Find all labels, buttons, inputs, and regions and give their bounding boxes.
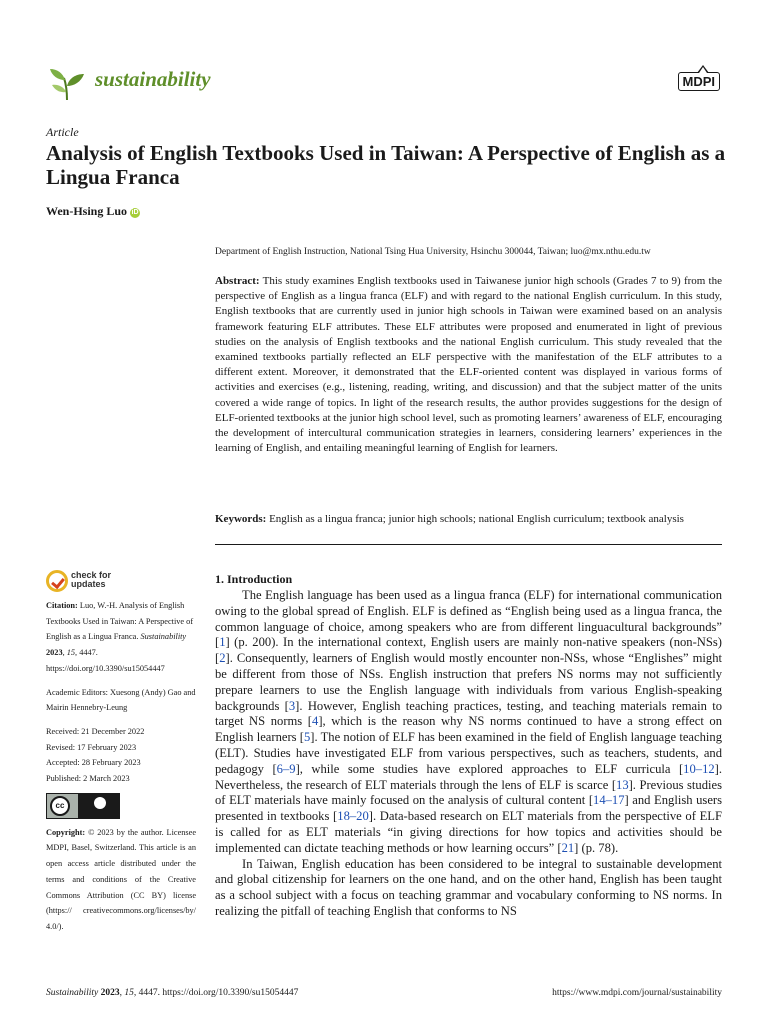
- body-text: [215, 588, 722, 920]
- check-updates-label: check for updates: [71, 570, 112, 589]
- reference-link[interactable]: 14–17: [593, 793, 625, 808]
- reference-link[interactable]: 2: [219, 651, 226, 666]
- citation: Citation: Luo, W.-H. Analysis of English Textbooks Used in Taiwan: A Perspective of English as a Lingua Franca. Sustainability 2023, 15, 4447. https://doi.org/10.3390/su15054447: [46, 601, 194, 673]
- abstract-label: Abstract:: [215, 275, 260, 287]
- check-for-updates-button[interactable]: [46, 570, 166, 596]
- reference-link[interactable]: 3: [288, 698, 296, 713]
- journal-name: sustainability: [95, 67, 211, 91]
- reference-link[interactable]: 18–20: [337, 809, 369, 824]
- author-name: Wen-Hsing Luo: [46, 204, 128, 218]
- reference-link[interactable]: 5: [303, 730, 311, 745]
- journal-leaf-logo-icon: [48, 64, 86, 102]
- academic-editors: Academic Editors: Xuesong (Andy) Gao and Mairin Hennebry-Leung: [46, 687, 196, 713]
- reference-link[interactable]: 21: [561, 840, 575, 855]
- mdpi-logo-text: MDPI: [678, 72, 721, 91]
- accepted-date: Accepted: 28 February 2023: [46, 758, 141, 768]
- article-info-sidebar: [46, 598, 196, 935]
- keywords-label: Keywords:: [215, 513, 267, 525]
- reference-link[interactable]: 4: [312, 714, 319, 729]
- reference-link[interactable]: 6–9: [276, 761, 296, 776]
- orcid-icon[interactable]: iD: [131, 209, 139, 216]
- revised-date: Revised: 17 February 2023: [46, 742, 137, 752]
- section-divider: [215, 544, 722, 545]
- reference-link[interactable]: 1: [219, 635, 226, 650]
- received-date: Received: 21 December 2022: [46, 726, 145, 736]
- intro-paragraph-2: In Taiwan, English education has been considered to be integral to sustainable development and global citizenship for learners on the one hand, and on the other hand, English has been taught as a school subject with a focus on teaching grammar and vocabulary conforming to NS norms. In realizing the pitfall of teaching English that conforms to NS: [215, 856, 722, 918]
- by-icon: [78, 794, 119, 818]
- copyright: Copyright: © 2023 by the author. Licensee MDPI, Basel, Switzerland. This article is an open access article distributed under the terms and conditions of the Creative Commons Attribution (CC BY) license (https:// creativecommons.org/licenses/by/ 4.0/).: [46, 827, 197, 931]
- cc-icon: cc: [50, 796, 70, 816]
- article-title: Analysis of English Textbooks Used in Taiwan: A Perspective of English as a Lingua Franca: [46, 141, 726, 189]
- reference-link[interactable]: 10–12: [683, 761, 715, 776]
- footer-journal-url[interactable]: https://www.mdpi.com/journal/sustainability: [552, 988, 722, 998]
- reference-link[interactable]: 13: [616, 777, 629, 792]
- footer-citation: Sustainability 2023, 15, 4447. https://doi.org/10.3390/su15054447: [46, 988, 299, 998]
- section-heading-introduction: 1. Introduction: [215, 572, 293, 586]
- affiliation: Department of English Instruction, National Tsing Hua University, Hsinchu 300044, Taiwan; luo@mx.nthu.edu.tw: [215, 247, 651, 257]
- cc-by-license-icon[interactable]: [46, 793, 120, 819]
- intro-paragraph-1: The English language has been used as a lingua franca (ELF) for international communication owing to the global spread of English. ELF is defined as “English being used as a lingua franca, the common language of choice, among speakers who are from different linguacultural backgrounds” [1] (p. 200). In the international context, English users are mainly non-native speakers (non-NSs) [2]. Consequently, learners of English would mostly encounter non-NSs, whose “Englishes” might be different from those of NSs. English instruction that prefers NS norms may not sufficiently prepare learners to use the English language with individuals from various English-speaking backgrounds [3]. However, English teaching practices, testing, and teaching materials remain to target NS norms [4], which is the reason why NS norms continued to have a strong effect on English learners [5]. The notion of ELF has been examined in the field of English language teaching (ELT). Studies have investigated ELF from various perspectives, such as teachers, students, and pedagogy [6–9], while some studies have explored approaches to ELF curricula [10–12]. Nevertheless, the research of ELT materials through the lens of ELF is scarce [13]. Previous studies of ELT materials have mainly focused on the analysis of cultural content [14–17] and English users presented in textbooks [18–20]. Data-based research on ELT materials from the perspective of ELF is called for as ELT materials “in giving directions for how topics and activities should be implemented can dictate teaching methods or how learning occurs” [21] (p. 78).: [215, 588, 723, 855]
- article-type: Article: [46, 125, 79, 139]
- mdpi-logo: [678, 72, 721, 91]
- author-line: [46, 204, 140, 219]
- abstract: [215, 274, 722, 456]
- keywords: [215, 512, 725, 527]
- keywords-text: English as a lingua franca; junior high schools; national English curriculum; textbook analysis: [269, 513, 684, 525]
- published-date: Published: 2 March 2023: [46, 774, 130, 784]
- check-updates-icon: [46, 570, 68, 592]
- abstract-text: This study examines English textbooks used in Taiwanese junior high schools (Grades 7 to 9) from the perspective of English as a lingua franca (ELF) and with regard to the national English curriculum. In this study, English textbooks that are currently used in junior high schools in Taiwan were examined based on an analysis framework featuring ELF attributes. These ELF attributes were proposed and enumerated in light of previous studies on the analysis of English textbooks and the national English curriculum. This study revealed that the examined textbooks partially reflected an ELF perspective with the manifestation of the ELF attributes to a different extent. Moreover, it demonstrated that the ELF-oriented content was displayed in various forms of activities and exercises (e.g., listening, reading, writing, and discussion) and that the subject matter of the units covered a wide range of topics. In light of the research results, the author provides suggestions for the design of ELF-oriented textbooks at the junior high school level, such as promoting learners’ awareness of ELF, encouraging the development of intercultural communication strategies in learners, considering learners’ experiences in the learning of English, and entailing meaningful learning of English for learners.: [215, 275, 722, 455]
